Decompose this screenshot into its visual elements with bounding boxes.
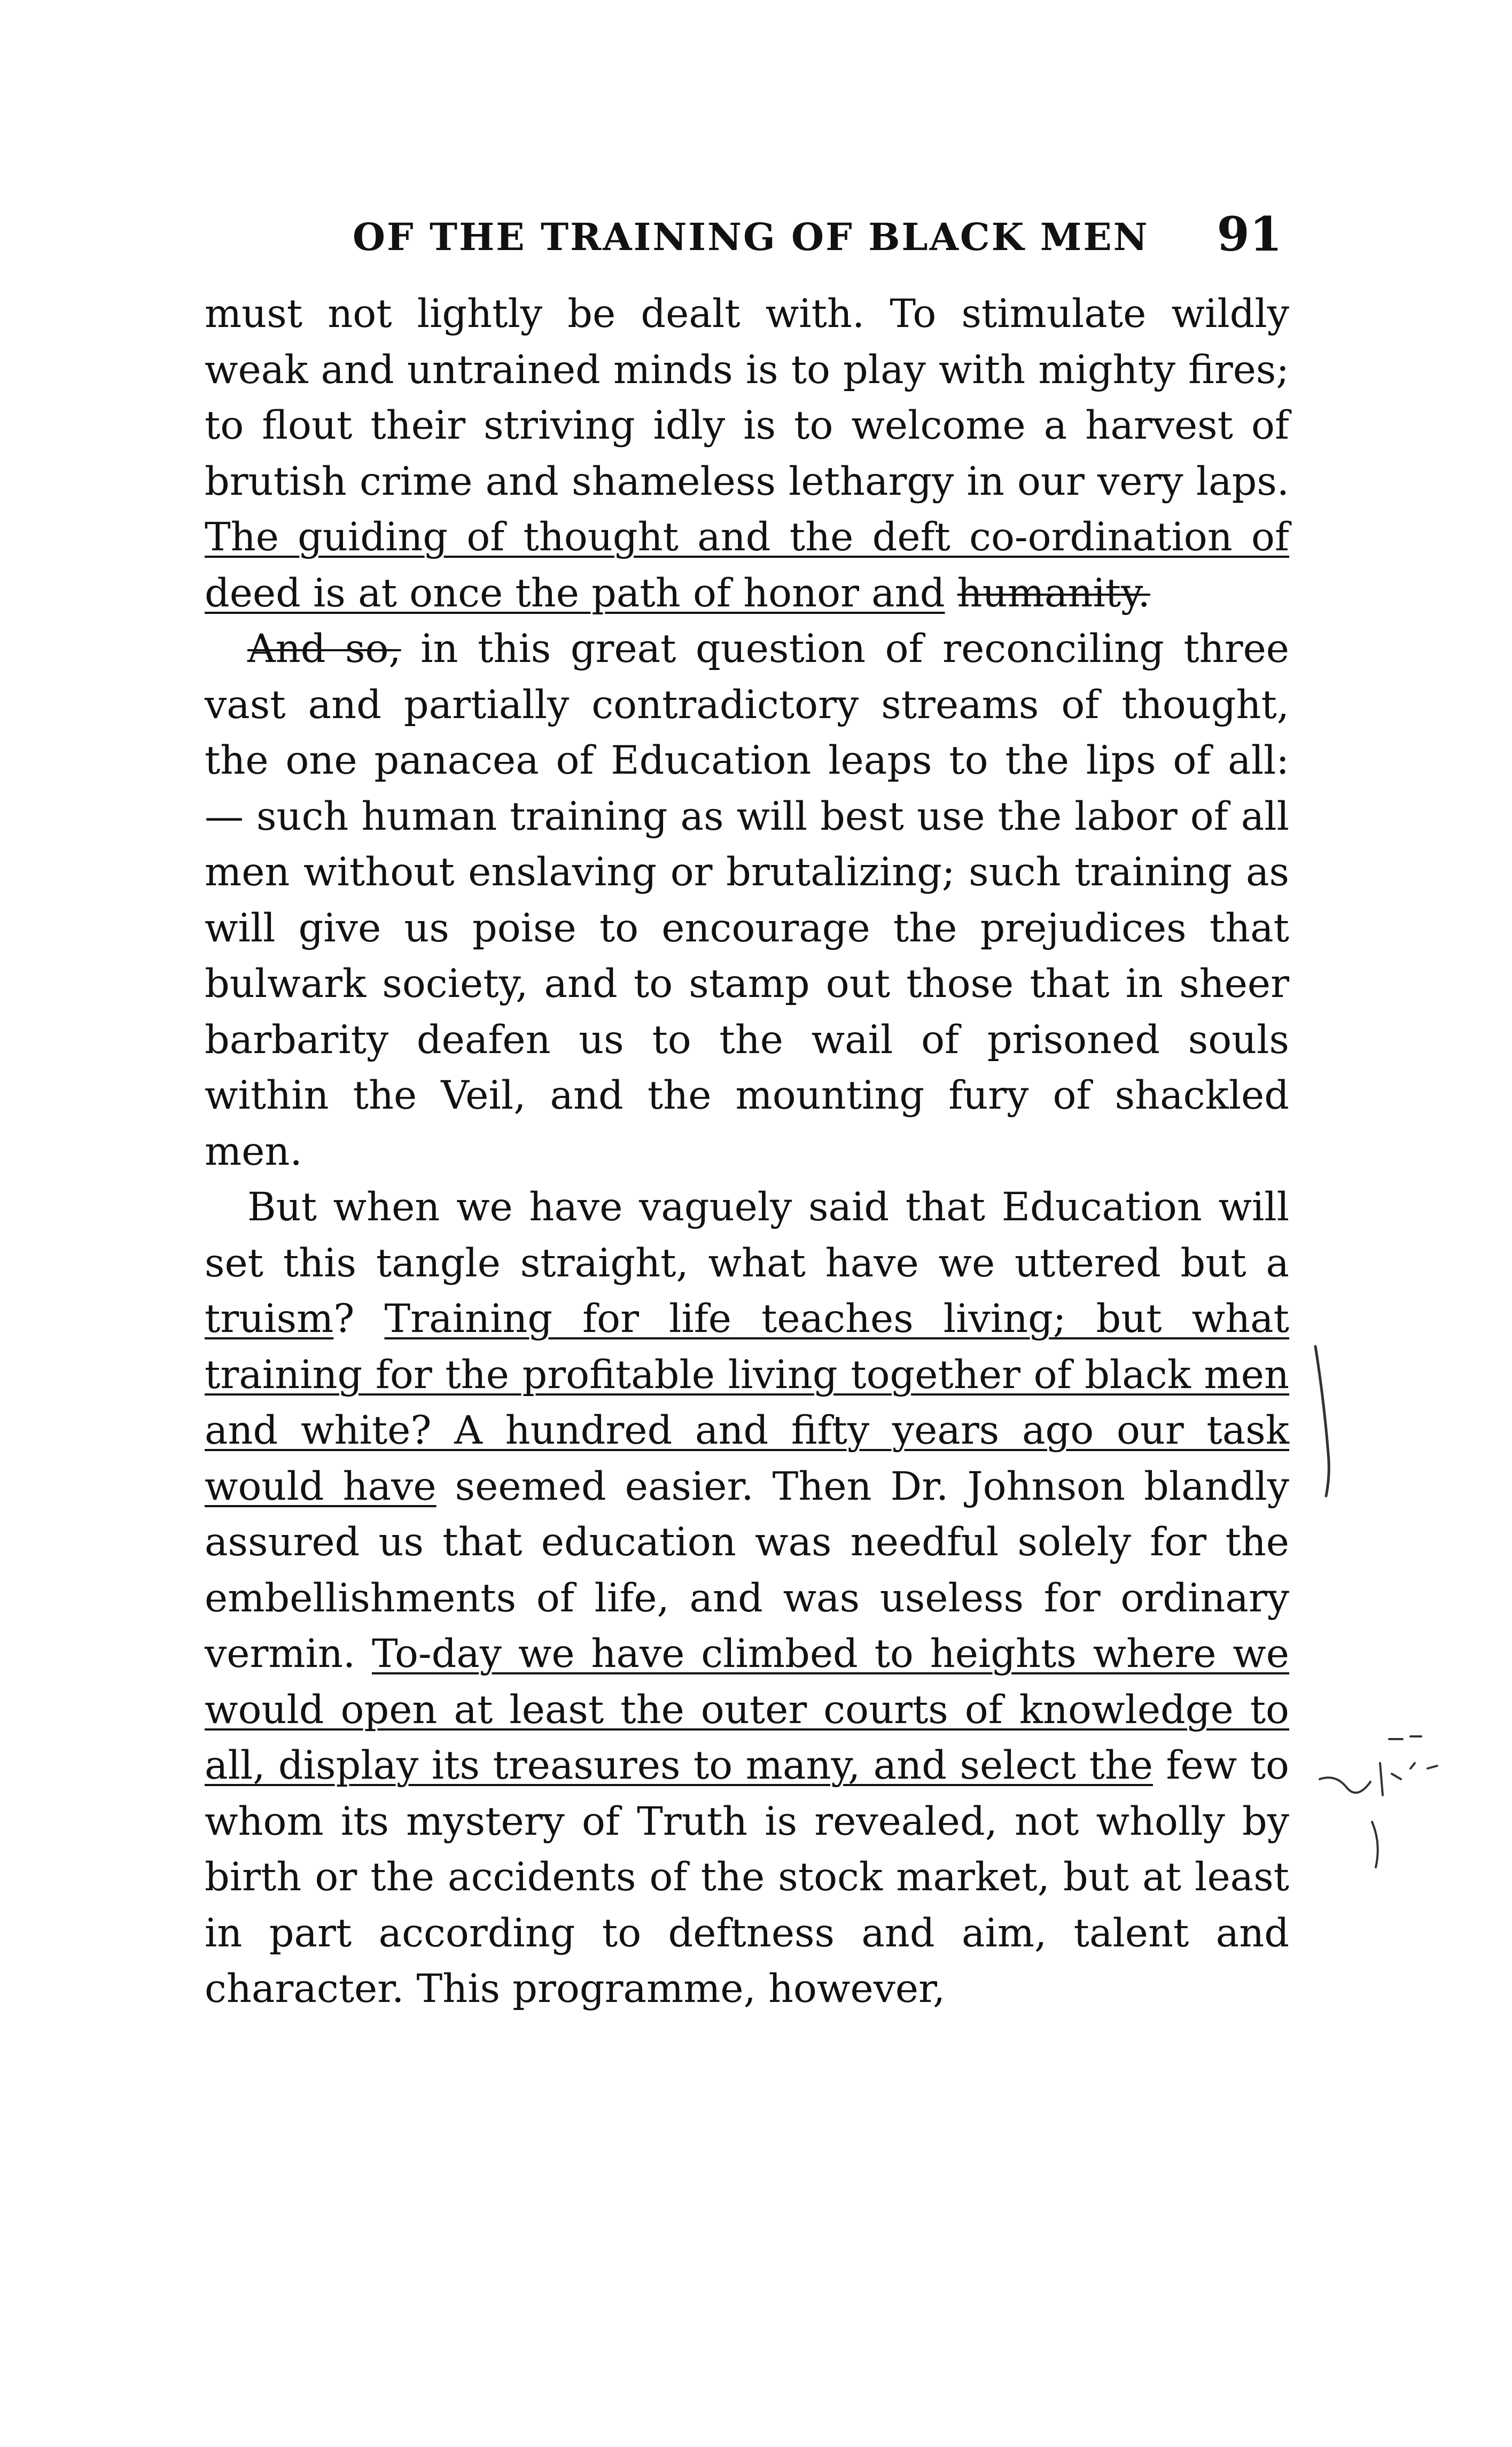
paragraph: [205, 286, 1289, 621]
underlined-passage: The guiding of thought and the deft co-ordination of deed is at once the path of honor and: [205, 515, 1289, 616]
text-run: few to whom its mystery of Truth is revealed, not wholly by birth or the accidents of the stock market, but at least in part according to deftness and aim, talent and character. This programme, however,: [205, 1743, 1289, 2012]
margin-curve-mark: [1372, 1822, 1378, 1867]
paragraph: [205, 621, 1289, 1180]
text-run: seemed easier. Then Dr. Johnson blandly assured us that education was needful solely for the embellishments of life, and was useless for ordinary vermin.: [205, 1463, 1289, 1677]
running-head: OF THE TRAINING OF BLACK MEN: [353, 215, 1149, 259]
margin-scribble-mark: [1320, 1763, 1437, 1795]
page-header: [353, 206, 1282, 268]
underlined-passage: To-day we have climbed to heights where we would open at least the outer courts of knowledge to all, display its treasures to many, and select the: [205, 1631, 1289, 1788]
text-run: ?: [333, 1296, 385, 1342]
struck-word: And so,: [247, 626, 401, 672]
paragraph: [205, 1180, 1289, 2017]
text-run: must not lightly be dealt with. To stimulate wildly weak and untrained minds is to play with mighty fires; to flout their striving idly is to welcome a harvest of brutish crime and shameless lethargy in our very laps.: [205, 291, 1289, 504]
underlined-passage: Training for life teaches living; but what training for the profitable living together of black men and white? A hundred and fifty years ago our task would have: [205, 1296, 1289, 1509]
text-run: [945, 571, 957, 616]
margin-bracket-mark: [1315, 1346, 1329, 1496]
struck-word: humanity.: [957, 570, 1150, 616]
margin-dash-mark: [1389, 1736, 1421, 1739]
text-run: in this great question of reconciling three vast and partially contradictory streams of thought, the one panacea of Education leaps to the lips of all: — such human training as will best use the labor of all men without enslaving or brutalizing; such training as will give us poise to encourage the prejudices that bulwark society, and to stamp out those that in sheer barbarity deafen us to the wail of prisoned souls within the Veil, and the mounting fury of shackled men.: [205, 626, 1289, 1174]
text-run: But when we have vaguely said that Education will set this tangle straight, what have we uttered but a: [205, 1184, 1289, 1286]
underlined-word: truism: [205, 1296, 334, 1342]
page-number: 91: [1217, 206, 1282, 262]
body-text: [205, 286, 1289, 2017]
